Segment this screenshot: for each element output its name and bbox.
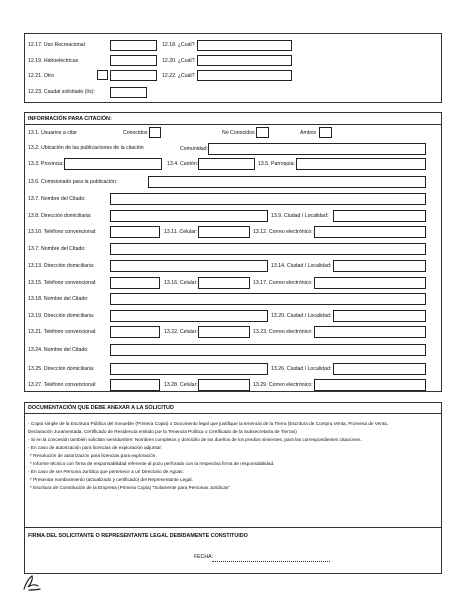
label-13-19: 13.19. Dirección domiciliaria: xyxy=(28,313,95,319)
field-13-19[interactable] xyxy=(110,310,268,322)
field-13-7[interactable] xyxy=(110,193,426,205)
label-13-10: 13.10. Teléfono convencional: xyxy=(28,229,97,235)
label-both: Ambos xyxy=(300,130,317,136)
field-13-22[interactable] xyxy=(198,326,250,338)
doc-line-8: * Presentar nombramiento (actualizado y certificado) del Representante Legal. xyxy=(30,477,193,482)
field-13-20[interactable] xyxy=(333,310,426,322)
field-13-3[interactable] xyxy=(64,158,162,170)
fecha-label: FECHA: xyxy=(194,554,214,560)
handwritten-initial-mark xyxy=(20,573,46,593)
field-13-16[interactable] xyxy=(198,277,250,289)
field-13-25[interactable] xyxy=(110,363,268,375)
field-13-27[interactable] xyxy=(110,379,160,391)
field-13-18[interactable] xyxy=(110,293,426,305)
field-12-22[interactable] xyxy=(197,70,292,81)
field-13-21[interactable] xyxy=(110,326,160,338)
checkbox-both[interactable] xyxy=(319,127,332,138)
field-13-9[interactable] xyxy=(333,210,426,222)
field-13-5[interactable] xyxy=(296,158,426,170)
field-12-17[interactable] xyxy=(110,40,157,51)
field-13-6[interactable] xyxy=(148,176,426,188)
label-12-18: 12.18. ¿Cuál? xyxy=(162,42,195,48)
field-13-24[interactable] xyxy=(110,344,426,356)
doc-line-6: * Informe técnico con firma de responsabilidad referente al pozo perforado con la respectiva firma de responsabilidad. xyxy=(30,461,275,466)
label-13-25: 13.25. Dirección domiciliaria: xyxy=(28,366,95,372)
field-12-23[interactable] xyxy=(110,87,147,98)
label-13-21: 13.21. Teléfono convencional: xyxy=(28,329,97,335)
label-13-24: 13.24. Nombre del Citado: xyxy=(28,347,89,353)
label-13-7: 13.7. Nombre del Citado: xyxy=(28,196,86,202)
label-13-3: 13.3. Provincia: xyxy=(28,161,64,167)
label-known: Conocidos xyxy=(123,130,148,136)
label-12-17: 12.17. Uso Recreacional xyxy=(28,42,85,48)
doc-line-2: Declaración Juramentada, Certificado de Residencia emitido por la Tenencia Política o Certificado de la Subsecretaría de Tierras) xyxy=(28,429,297,434)
label-12-21: 12.21. Otro xyxy=(28,73,54,79)
label-13-26: 13.26. Ciudad / Localidad: xyxy=(271,366,332,372)
field-13-15[interactable] xyxy=(110,277,160,289)
doc-line-5: * Resolución de autorización para licencias para exploración. xyxy=(30,453,157,458)
field-13-13[interactable] xyxy=(110,260,268,272)
label-12-19: 12.19. Hidroeléctricas xyxy=(28,58,79,64)
field-comunidad[interactable] xyxy=(208,143,426,155)
documentation-title-rule xyxy=(24,413,442,414)
label-13-11: 13.11. Celular: xyxy=(164,229,198,235)
field-13-17[interactable] xyxy=(314,277,426,289)
field-13-28[interactable] xyxy=(198,379,250,391)
label-13-1: 13.1. Usuarios a citar xyxy=(28,130,78,136)
field-12-19[interactable] xyxy=(110,55,157,66)
doc-line-7: - En caso de ser Persona Jurídica que pertenece a un Directorio de Aguas: xyxy=(28,469,184,474)
signature-title: FIRMA DEL SOLICITANTE O REPRESENTANTE LEGAL DEBIDAMENTE CONSTITUIDO xyxy=(28,533,248,539)
label-13-14: 13.14. Ciudad / Localidad: xyxy=(271,263,332,269)
label-12-22: 12.22. ¿Cuál? xyxy=(162,73,195,79)
field-13-10[interactable] xyxy=(110,226,160,238)
field-13-26[interactable] xyxy=(333,363,426,375)
field-13-29[interactable] xyxy=(314,379,426,391)
fecha-line[interactable] xyxy=(212,561,330,562)
label-13-4: 13.4. Cantón: xyxy=(167,161,199,167)
doc-line-4: - En caso de autorización para licencias de exploración adjuntar: xyxy=(28,445,163,450)
field-13-11[interactable] xyxy=(198,226,250,238)
label-13-8: 13.8. Dirección domiciliaria: xyxy=(28,213,92,219)
signature-section-rule xyxy=(24,527,442,528)
label-13-6: 13.6. Comisionado para la publicación: xyxy=(28,179,118,185)
documentation-title: DOCUMENTACIÓN QUE DEBE ANEXAR A LA SOLICITUD xyxy=(28,405,174,411)
label-12-20: 12.20. ¿Cuál? xyxy=(162,58,195,64)
doc-line-3: - Si en la concesión también solicitan servidumbre: Nombres completos y domicilio de los dueños de los predios sirvientes, para las correspondientes citaciones. xyxy=(28,437,362,442)
section-13-title: INFORMACIÓN PARA CITACIÓN: xyxy=(28,116,112,122)
label-13-15: 13.15. Teléfono convencional: xyxy=(28,280,97,286)
field-12-20[interactable] xyxy=(197,55,292,66)
field-13-7b[interactable] xyxy=(110,243,426,255)
label-13-5: 13.5. Parroquia: xyxy=(258,161,295,167)
label-13-7b: 13.7. Nombre del Citado: xyxy=(28,246,86,252)
label-13-13: 13.13. Dirección domiciliaria: xyxy=(28,263,95,269)
label-13-18: 13.18. Nombre del Citado: xyxy=(28,296,89,302)
field-13-14[interactable] xyxy=(333,260,426,272)
field-12-21-text[interactable] xyxy=(110,70,157,81)
label-13-9: 13.9. Ciudad / Localidad: xyxy=(271,213,329,219)
field-13-12[interactable] xyxy=(314,226,426,238)
label-unknown: No Conocidos xyxy=(222,130,255,136)
doc-line-9: * Escritura de Constitución de la Empresa (Primera Copia) "Solamente para Personas Jurídicas" xyxy=(30,485,231,490)
label-13-16: 13.16. Celular: xyxy=(164,280,198,286)
field-13-8[interactable] xyxy=(110,210,268,222)
doc-line-1: - Copia simple de la Escritura Pública del Inmueble (Primera Copia) o Documento legal que justifique la tenencia de la Tierra (Escritura de Compra Venta, Promesa de Venta, xyxy=(28,421,389,426)
label-12-23: 12.23. Caudal solicitado (l/s): xyxy=(28,89,95,95)
label-13-12: 13.12. Correo electrónico: xyxy=(253,229,313,235)
label-13-20: 13.20. Ciudad / Localidad: xyxy=(271,313,332,319)
label-13-17: 13.17. Correo electrónico: xyxy=(253,280,313,286)
field-13-4[interactable] xyxy=(198,158,255,170)
label-13-28: 13.28. Celular: xyxy=(164,382,198,388)
field-12-21[interactable] xyxy=(97,70,108,80)
field-13-23[interactable] xyxy=(314,326,426,338)
label-13-23: 13.23. Correo electrónico: xyxy=(253,329,313,335)
checkbox-unknown[interactable] xyxy=(256,127,269,138)
label-13-27: 13.27. Teléfono convencional: xyxy=(28,382,97,388)
label-13-29: 13.29. Correo electrónico: xyxy=(253,382,313,388)
checkbox-known[interactable] xyxy=(149,127,161,138)
field-12-18[interactable] xyxy=(197,40,292,51)
label-comunidad: Comunidad: xyxy=(180,146,208,152)
section-13-title-rule xyxy=(24,124,442,125)
label-13-22: 13.22. Celular: xyxy=(164,329,198,335)
label-13-2: 13.2. Ubicación de las publicaciones de la citación xyxy=(28,145,144,151)
